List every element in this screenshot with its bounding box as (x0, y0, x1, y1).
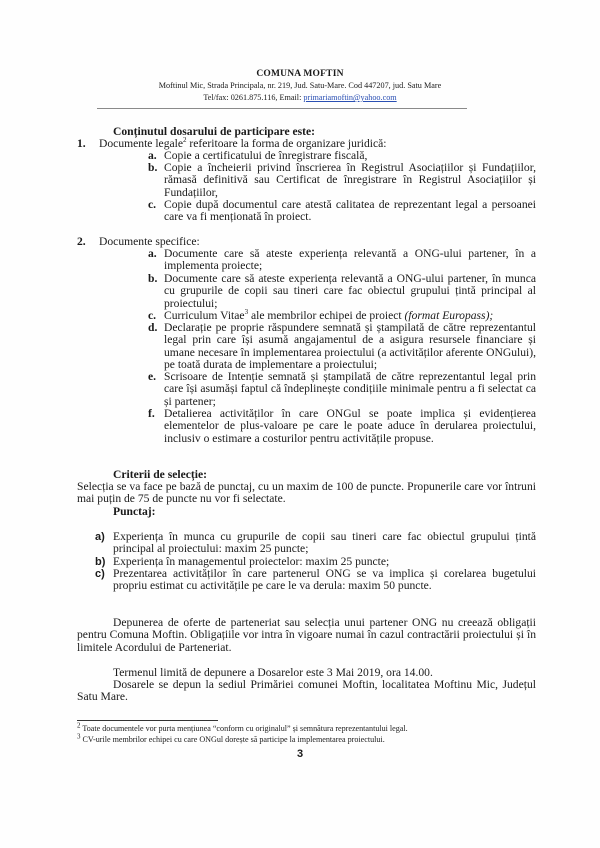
footnote-3 (77, 732, 547, 745)
header-divider (97, 108, 467, 109)
item-2d-text: Declarație pe proprie răspundere semnată și ștampilată de către reprezentantul legal prin care își asumă angajamentul de a asigura resursele financiare și umane necesare în implementarea proiectului (a activităților aferente ONGului), pe toată durata de implementare a proiectului; (164, 321, 536, 372)
item-1c-marker: c. (148, 198, 157, 211)
header-address: Moftinul Mic, Strada Principala, nr. 219, Jud. Satu-Mare. Cod 447207, jud. Satu Mare (158, 81, 442, 90)
score-c-text: Prezentarea activităților în care partenerul ONG se va implica și corelarea bugetului propriu estimat cu activitățile pe care le va derula: maxim 50 puncte. (113, 567, 536, 593)
item-2c-marker: c. (148, 309, 157, 322)
item-2f-text: Detalierea activităților în care ONGul se poate implica și evidențierea elementelor de plus-valoare pe care le poate aduce în derularea proiectului, inclusiv o estimare a costurilor pentru activitățile propuse. (164, 407, 536, 445)
score-c-marker: c) (95, 568, 105, 580)
footnote-3-number: 3 (77, 732, 81, 741)
footnote-divider (77, 720, 218, 721)
item-2-text: Documente specifice: (99, 235, 200, 248)
item-2a-marker: a. (148, 247, 157, 260)
item-2e-marker: e. (148, 370, 157, 383)
item-1-marker: 1. (77, 137, 86, 150)
footnote-ref-3[interactable]: 3 (244, 308, 249, 317)
item-1-text-main: Documente legale (99, 137, 184, 150)
score-a-text: Experiența în munca cu grupurile de copii sau tineri care fac obiectul grupului țintă principal al proiectului: maxim 25 puncte; (113, 530, 536, 556)
item-2d-marker: d. (148, 321, 158, 334)
item-2c-text-italic: (format Europass); (404, 309, 494, 322)
item-1a-marker: a. (148, 149, 157, 162)
closing-paragraph-3: Dosarele se depun la sediul Primăriei comunei Moftin, localitatea Moftinu Mic, Județul Satu Mare. (77, 678, 536, 704)
item-2c-text-main: Curriculum Vitae (164, 309, 245, 322)
item-2a-text: Documente care să ateste experiența relevantă a ONG-ului partener, în a implementa proiecte; (164, 247, 536, 273)
header-contact (0, 93, 600, 102)
item-1c-text: Copie după documentul care atestă calitatea de reprezentant legal a persoanei care va fi menționată în proiect. (164, 198, 536, 224)
item-1b-text: Copie a încheierii privind înscrierea în Registrul Asociațiilor și Fundațiilor, rămasă definitivă sau Certificat de înregistrare în Registrul Asociațiilor și Fundațiilor, (164, 161, 536, 199)
item-1-text-rest: referitoare la forma de organizare juridică: (186, 137, 387, 150)
item-1b-marker: b. (148, 161, 158, 174)
item-2-marker: 2. (77, 235, 86, 248)
footnote-ref-2[interactable]: 2 (183, 136, 187, 145)
item-1a-text: Copie a certificatului de înregistrare fiscală, (164, 149, 368, 162)
dossier-heading: Conținutul dosarului de participare este: (113, 125, 316, 138)
footnote-2 (77, 721, 547, 734)
item-2c-text-mid: ale membrilor echipei de proiect (248, 309, 405, 322)
closing-paragraph-1: Depunerea de oferte de parteneriat sau selecția unui partener ONG nu creează obligații pentru Comuna Moftin. Obligațiile vor intra în vigoare numai în cazul contractării proiectului și în limitele Acordului de Parteneriat. (77, 616, 536, 654)
closing-paragraph-2: Termenul limită de depunere a Dosarelor este 3 Mai 2019, ora 14.00. (113, 666, 433, 679)
footnote-2-text: Toate documentele vor purta mențiunea “conform cu originalul” și semnătura reprezentantului legal. (80, 724, 408, 733)
header-email-link[interactable]: primariamoftin@yahoo.com (303, 93, 397, 102)
header-tel: Tel/fax: 0261.875.116, Email: (203, 93, 304, 102)
footnote-2-number: 2 (77, 721, 81, 730)
score-b-text: Experiența în managementul proiectelor: maxim 25 puncte; (113, 555, 390, 568)
item-2e-text: Scrisoare de Intenție semnată și ștampilată de către reprezentantul legal prin care își asumăși faptul că îndeplinește condițiile minimale pentru a fi selectat ca și partener; (164, 370, 536, 408)
score-b-marker: b) (95, 556, 106, 568)
item-2b-text: Documente care să ateste experiența relevantă a ONG-ului partener, în munca cu grupurile de copii sau tineri care fac obiectul grupului țintă principal al proiectului; (164, 272, 536, 310)
item-2f-marker: f. (148, 407, 155, 420)
footnote-3-text: CV-urile membrilor echipei cu care ONGul dorește să participe la implementarea proiectului. (80, 735, 385, 744)
score-heading: Punctaj: (113, 505, 156, 518)
page-number: 3 (296, 748, 304, 760)
criteria-heading: Criterii de selecție: (113, 468, 207, 481)
criteria-intro: Selecția se va face pe bază de punctaj, cu un maxim de 100 de puncte. Propunerile care vor întruni mai puțin de 75 de puncte nu vor fi selectate. (77, 480, 536, 506)
score-a-marker: a) (95, 531, 105, 543)
item-2b-marker: b. (148, 272, 158, 285)
header-title: COMUNA MOFTIN (256, 69, 344, 79)
